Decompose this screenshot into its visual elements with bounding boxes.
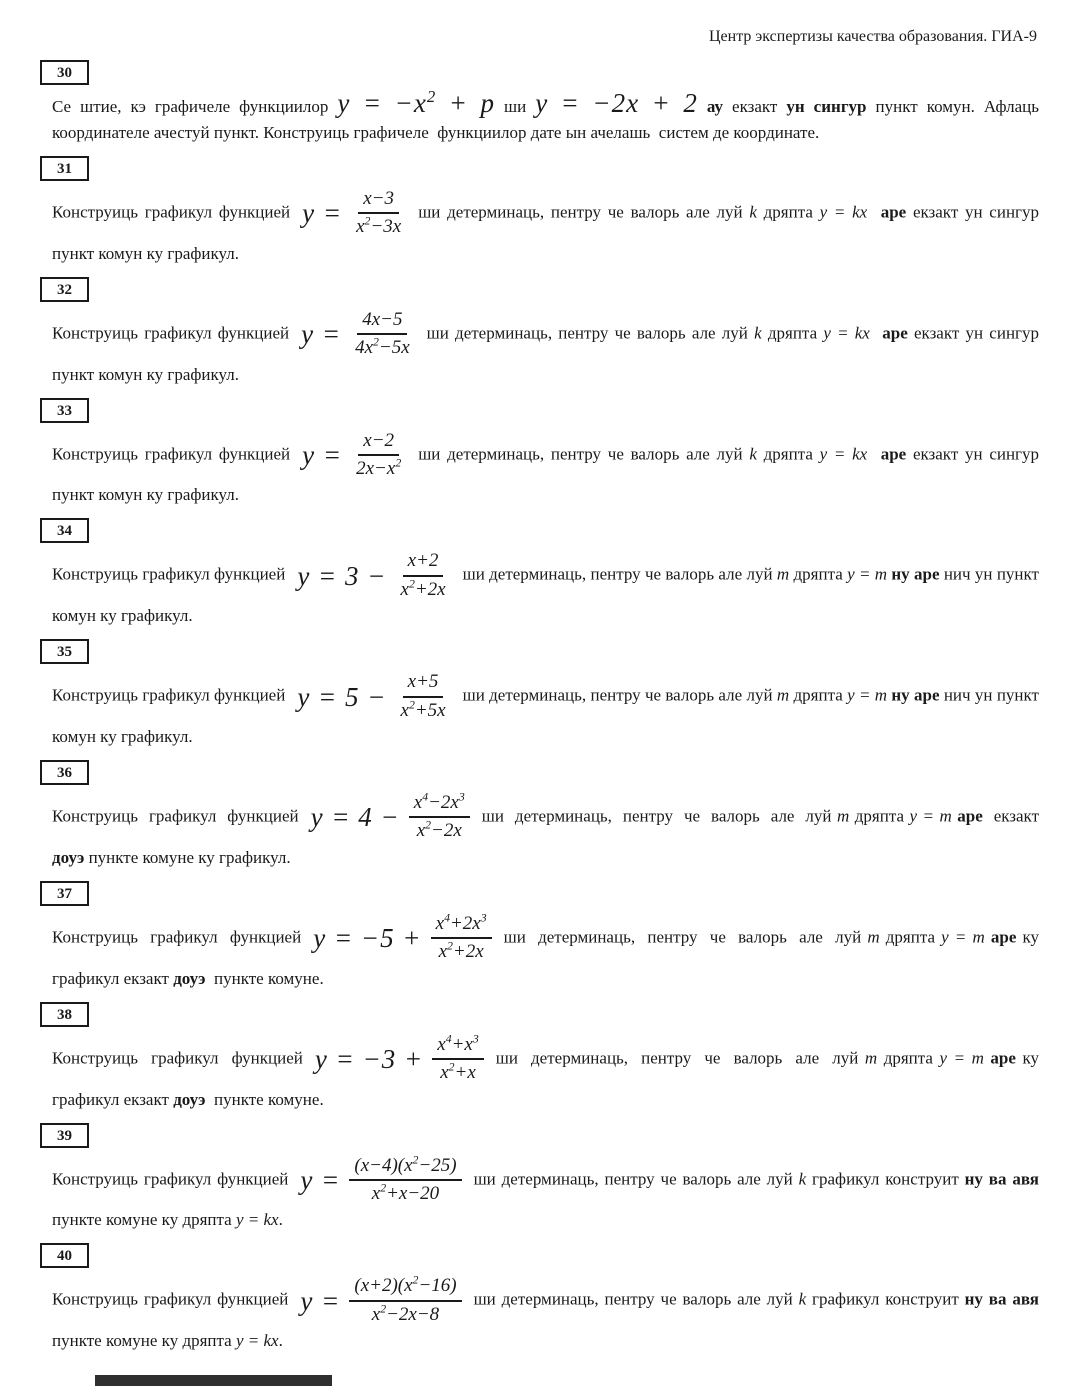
problem-number-box	[40, 1123, 89, 1148]
fraction-stack	[351, 430, 406, 481]
text-run	[867, 202, 880, 221]
text-run: ау	[706, 97, 724, 116]
formula-lhs: y = −5 +	[313, 923, 422, 954]
text-run: y = m	[939, 1048, 984, 1067]
page-header	[40, 28, 1037, 46]
text-run: нич ун пункт комун ку графикул.	[52, 564, 1044, 626]
fraction-formula	[302, 430, 406, 481]
text-run: аре	[882, 323, 908, 343]
problem-text	[52, 669, 1044, 750]
problem-number-box	[40, 156, 89, 181]
text-run: пункте комуне.	[205, 968, 324, 988]
text-run: k	[798, 1168, 807, 1188]
text-run: аре	[990, 1048, 1016, 1067]
fraction-denominator: $x^2-2x-8$	[371, 1302, 440, 1325]
text-run: екзакт	[723, 97, 787, 116]
fraction-formula	[297, 671, 450, 722]
text-run: дряпта	[849, 806, 910, 826]
problem-number-box	[40, 639, 89, 664]
formula-lhs: y = 4 −	[310, 802, 400, 833]
text-run: k	[749, 443, 757, 463]
fraction-numerator: $x^4-2x^3$	[409, 792, 470, 818]
text-run: ши детерминаць, пентру че валорь але луй	[473, 1289, 799, 1309]
fraction-denominator: $x^2-2x$	[416, 819, 462, 842]
text-run: пункте комуне.	[205, 1089, 324, 1109]
text-run: ши детерминаць, пентру че валорь але луй	[426, 323, 755, 343]
fraction-denominator: $x^2+x$	[440, 1060, 476, 1084]
formula-lhs: y =	[300, 1164, 341, 1195]
text-run: нич ун пункт комун ку графикул.	[52, 685, 1044, 747]
text-run: пункте комуне ку графикул.	[84, 847, 291, 867]
problem-number-box	[40, 1243, 89, 1268]
text-run: y = kx	[235, 1331, 279, 1351]
fraction-denominator: $x^2+x-20$	[371, 1181, 440, 1204]
text-run: аре	[880, 443, 907, 463]
scan-artifact-bar	[95, 1375, 332, 1386]
problem-number-box	[40, 881, 89, 906]
text-run	[870, 323, 882, 342]
problem-34	[40, 514, 1044, 629]
problem-36	[40, 756, 1044, 871]
text-run: ун сингур	[786, 97, 867, 116]
problem-40	[40, 1239, 1044, 1354]
fraction-formula	[301, 309, 415, 360]
text-run: y = kx	[235, 1210, 279, 1230]
fraction-numerator: x−2	[358, 430, 399, 456]
problem-35	[40, 635, 1044, 750]
formula-lhs: y = 3 −	[297, 560, 387, 591]
text-run: дряпта	[789, 564, 848, 584]
text-run: ши детерминаць, пентру че валорь але луй	[418, 443, 750, 463]
text-run: Конструиць графикул функцией	[52, 806, 299, 826]
text-run: ши детерминаць, пентру че валорь але луй	[503, 927, 868, 947]
fraction-denominator: $x^2+2x$	[438, 939, 484, 963]
formula-lhs: y = 5 −	[297, 681, 387, 712]
fraction-formula	[311, 792, 470, 843]
text-run: аре	[990, 927, 1017, 947]
problem-text	[52, 1032, 1044, 1113]
problem-text	[52, 1153, 1044, 1234]
fraction-numerator: x+2	[403, 550, 444, 576]
text-run: .	[278, 1331, 283, 1351]
fraction-denominator: $x^2+2x$	[400, 577, 446, 600]
text-run: Конструиць графикул функцией	[52, 443, 291, 463]
problem-number: 37	[57, 885, 72, 902]
fraction-stack	[396, 550, 451, 601]
problem-number-box	[40, 398, 89, 423]
text-run: y = m	[941, 927, 985, 947]
text-run: m	[867, 927, 880, 947]
text-run: екзакт ун сингур пункт комун ку графикул.	[52, 202, 1044, 263]
text-run: Конструиць графикул функцией	[52, 685, 286, 705]
text-run: y = m	[909, 806, 952, 826]
problem-number: 33	[57, 402, 72, 419]
fraction-numerator: x−3	[358, 188, 399, 214]
text-run: екзакт	[982, 806, 1044, 826]
problem-number-box	[40, 60, 89, 85]
text-run: y = m	[847, 564, 888, 584]
text-run: аре	[957, 806, 983, 826]
fraction-stack	[350, 309, 415, 360]
problem-text	[52, 428, 1044, 509]
problem-number: 38	[57, 1006, 72, 1023]
text-run: Конструиць графикул функцией	[52, 1168, 289, 1188]
problem-38	[40, 998, 1044, 1113]
fraction-formula	[300, 1275, 461, 1326]
text-run: ши	[503, 97, 527, 116]
fraction-denominator: $x^2+5x$	[400, 698, 446, 721]
fraction-numerator: $x^4+x^3$	[432, 1034, 483, 1060]
text-run: ну аре	[891, 685, 940, 705]
fraction-stack	[396, 671, 451, 722]
problems-container	[40, 56, 1044, 1354]
text-run: графикул конструит	[806, 1289, 965, 1309]
fraction-numerator: x+5	[403, 671, 444, 697]
text-run: пункте комуне ку дряпта	[52, 1168, 1044, 1230]
text-run: екзакт ун сингур пункт комун ку графикул.	[52, 323, 1044, 384]
problem-number: 30	[57, 65, 72, 81]
text-run: дряпта	[879, 927, 942, 947]
text-run: доуэ	[173, 1089, 206, 1109]
problem-text	[52, 1273, 1044, 1354]
fraction-formula	[313, 913, 491, 964]
problem-37	[40, 877, 1044, 992]
problem-text	[52, 307, 1044, 388]
fraction-formula	[302, 188, 406, 239]
problem-33	[40, 394, 1044, 509]
text-run: ку графикул екзакт	[52, 1048, 1044, 1109]
text-run: ши детерминаць, пентру че валорь але луй	[495, 1048, 865, 1067]
text-run: y = kx	[819, 202, 868, 222]
text-run: ши детерминаць, пентру че валорь але луй	[418, 202, 750, 222]
problem-text	[52, 790, 1044, 871]
problem-text	[52, 911, 1044, 992]
text-run: m	[864, 1048, 878, 1067]
problem-number: 35	[57, 644, 72, 661]
text-run: ши детерминаць, пентру че валорь але луй	[462, 564, 777, 584]
problem-number: 39	[57, 1127, 72, 1144]
problem-31	[40, 152, 1044, 267]
fraction-denominator: $x^2-3x$	[356, 215, 402, 238]
text-run: k	[749, 202, 757, 222]
problem-text	[52, 548, 1044, 629]
problem-32	[40, 273, 1044, 388]
text-run	[867, 444, 880, 463]
inline-formula: y = −2x + 2	[535, 88, 698, 118]
text-run: дряпта	[756, 202, 820, 222]
fraction-numerator: $x^4+2x^3$	[431, 913, 492, 939]
text-run: y = kx	[823, 323, 870, 343]
problem-number: 36	[57, 765, 72, 782]
fraction-denominator: $4x^2-5x$	[355, 335, 410, 359]
text-run: дряпта	[789, 685, 848, 705]
formula-lhs: y =	[302, 440, 343, 471]
problem-text	[52, 186, 1044, 267]
fraction-formula	[300, 1155, 461, 1206]
text-run: дряпта	[877, 1048, 940, 1067]
formula-lhs: y =	[300, 1285, 341, 1316]
text-run: Конструиць графикул функцией	[52, 1289, 289, 1309]
problem-number-box	[40, 1002, 89, 1027]
text-run: ши детерминаць, пентру че валорь але луй	[473, 1168, 799, 1188]
text-run: аре	[880, 202, 907, 222]
text-run: графикул конструит	[806, 1168, 965, 1188]
text-run: ши детерминаць, пентру че валорь але луй	[462, 685, 777, 705]
fraction-numerator: $(x+2)(x^2-16)$	[349, 1275, 461, 1301]
text-run: доуэ	[52, 847, 85, 867]
text-run: m	[776, 564, 790, 584]
text-run: ши детерминаць, пентру че валорь але луй	[481, 806, 837, 826]
text-run: .	[278, 1210, 283, 1230]
fraction-formula	[297, 550, 450, 601]
text-run: y = kx	[819, 443, 868, 463]
problem-number-box	[40, 277, 89, 302]
fraction-stack	[431, 913, 492, 964]
text-run: Се штие, кэ графичеле функциилор	[52, 97, 329, 116]
fraction-stack	[432, 1034, 483, 1085]
text-run: Конструиць графикул функцией	[52, 1048, 303, 1067]
inline-formula: $y = -x^2 + p$	[337, 87, 495, 118]
text-run: ну ва авя	[964, 1168, 1039, 1188]
text-run: пункт комун. Афлаць координателе ачестуй пункт. Конструиць графичеле функциилор дате ын ачелашь систем де координате.	[52, 97, 1044, 142]
text-run: Конструиць графикул функцией	[52, 202, 291, 222]
fraction-stack	[351, 188, 406, 239]
problem-number-box	[40, 518, 89, 543]
problem-number: 31	[57, 161, 72, 177]
text-run: дряпта	[756, 443, 820, 463]
problem-number-box	[40, 760, 89, 785]
text-run: m	[776, 685, 790, 705]
text-run: доуэ	[173, 968, 206, 988]
problem-number: 34	[57, 523, 72, 540]
fraction-stack	[349, 1275, 461, 1326]
text-run: y = m	[847, 685, 888, 705]
problem-39	[40, 1119, 1044, 1234]
text-run: ну ва авя	[964, 1289, 1039, 1309]
problem-number: 40	[57, 1248, 72, 1265]
text-run: екзакт ун сингур пункт комун ку графикул.	[52, 443, 1044, 505]
text-run: m	[837, 806, 850, 826]
fraction-denominator: $2x-x^2$	[356, 456, 402, 480]
problem-30	[40, 56, 1044, 146]
fraction-numerator: 4x−5	[357, 309, 407, 335]
text-run: k	[798, 1289, 807, 1309]
fraction-numerator: $(x-4)(x^2-25)$	[349, 1155, 461, 1181]
text-run: дряпта	[761, 323, 824, 343]
fraction-stack	[349, 1155, 461, 1206]
formula-lhs: y =	[301, 319, 342, 350]
header-title: Центр экспертизы качества образования. ГИА-9	[709, 28, 1037, 45]
formula-lhs: y =	[302, 198, 343, 229]
problem-text	[52, 87, 1044, 146]
text-run: пункте комуне ку дряпта	[52, 1289, 1044, 1351]
text-run: Конструиць графикул функцией	[52, 564, 286, 584]
formula-lhs: y = −3 +	[314, 1044, 424, 1075]
text-run: k	[754, 323, 762, 343]
text-run: ку графикул екзакт	[52, 927, 1044, 988]
fraction-formula	[315, 1034, 484, 1085]
text-run: Конструиць графикул функцией	[52, 323, 290, 343]
fraction-stack	[409, 792, 470, 843]
text-run: Конструиць графикул функцией	[52, 927, 302, 947]
problem-number: 32	[57, 281, 72, 298]
text-run: ну аре	[891, 564, 940, 584]
